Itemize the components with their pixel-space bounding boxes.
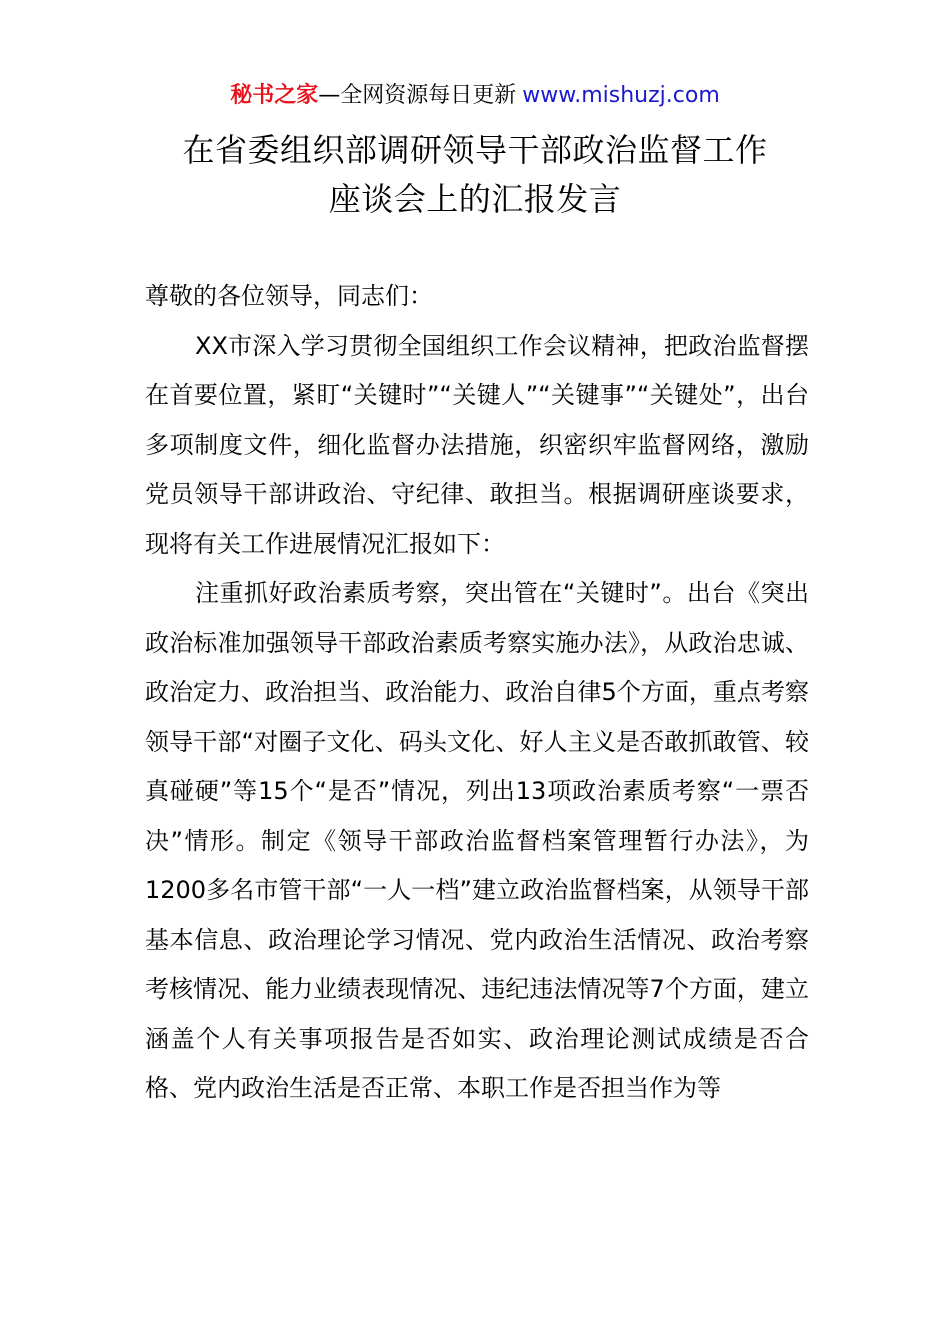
site-header <box>0 80 950 112</box>
document-title <box>100 126 850 224</box>
brand-name: 秘书之家 <box>230 83 319 108</box>
document-body <box>145 272 809 1114</box>
title-line-1: 在省委组织部调研领导干部政治监督工作 <box>182 131 768 169</box>
salutation: 尊敬的各位领导，同志们： <box>145 282 433 310</box>
header-tagline: —全网资源每日更新 <box>318 83 517 108</box>
site-url[interactable]: www.mishuzj.com <box>522 83 720 108</box>
paragraph-1: XX市深入学习贯彻全国组织工作会议精神，把政治监督摆在首要位置，紧盯“关键时”“关键人”“关键事”“关键处”，出台多项制度文件，细化监督办法措施，织密织牢监督网络，激励党员领导干部讲政治、守纪律、敢担当。根据调研座谈要求，现将有关工作进展情况汇报如下： <box>145 331 809 558</box>
paragraph-2: 注重抓好政治素质考察，突出管在“关键时”。出台《突出政治标准加强领导干部政治素质考察实施办法》，从政治忠诚、政治定力、政治担当、政治能力、政治自律5个方面，重点考察领导干部“对圈子文化、码头文化、好人主义是否敢抓敢管、较真碰硬”等15个“是否”情况，列出13项政治素质考察“一票否决”情形。制定《领导干部政治监督档案管理暂行办法》，为1200多名市管干部“一人一档”建立政治监督档案，从领导干部基本信息、政治理论学习情况、党内政治生活情况、政治考察考核情况、能力业绩表现情况、违纪违法情况等7个方面，建立涵盖个人有关事项报告是否如实、政治理论测试成绩是否合格、党内政治生活是否正常、本职工作是否担当作为等 <box>145 579 809 1102</box>
title-line-2: 座谈会上的汇报发言 <box>328 180 622 218</box>
